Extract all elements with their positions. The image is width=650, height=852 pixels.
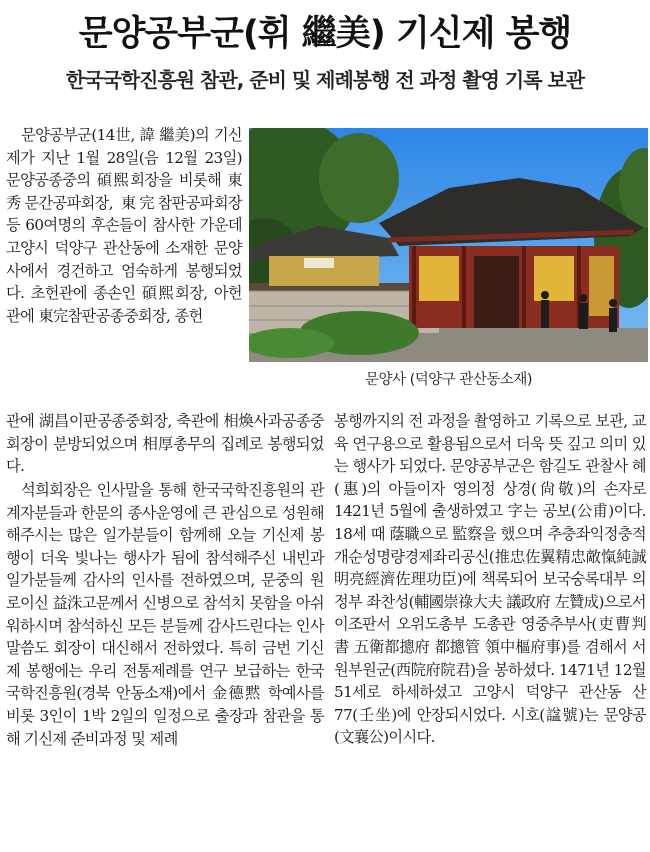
article-paragraph-2: 관에 湖昌이판공종중회장, 축관에 相煥사과공종중회장이 분방되었으며 相厚총무의 집례로 봉행되었다. <box>6 412 324 476</box>
article-headline: 문양공부군(휘 繼美) 기신제 봉행 <box>78 14 572 54</box>
article-paragraph-4: 봉행까지의 전 과정을 촬영하고 기록으로 보관, 교육 연구용으로 활용됨으로서 더욱 뜻 깊고 의미 있는 행사가 되었다. 문양공부군은 함길도 관찰사 혜(惠)의 아들이자 영의정 상경(尙敬)의 손자로 1421년 5월에 출생하였고 字는 공보(公甫)이다. 18세 때 蔭職으로 監察을 했으며 추충좌익정충적개순성명량경제좌리공신(推忠佐翼精忠敵愾純誠明亮經濟佐理功臣)에 책록되어 보국숭록대부 의정부 좌찬성(輔國崇祿大夫 議政府 左贊成)으로서 이조판서 오위도총부 도총관 영중추부사(吏曹判書 五衛都摠府 都摠管 領中樞府事)를 겸해서 서원부원군(西院府院君)을 봉하셨다. 1471년 12월 51세로 하세하셨고 고양시 덕양구 관산동 산77(壬坐)에 안장되시었다. 시호(諡號)는 문양공(文襄公)이시다. <box>334 412 646 747</box>
photo-caption: 문양사 (덕양구 관산동소재) <box>364 372 533 388</box>
shrine-photo-illustration <box>249 128 648 362</box>
article-paragraph-3: 석희회장은 인사말을 통해 한국국학진흥원의 관계자분들과 한문의 종사운영에 큰 관심으로 성원해 해주시는 많은 일가분들이 함께해 오늘 기신제 봉행이 더욱 빛나는 행사가 됨에 참석해주신 내빈과 일가분들께 감사의 인사를 전하였으며, 문중의 원로이신 益洙고문께서 신병으로 참석치 못함을 아쉬워하시며 참석하신 모든 분들께 감사드린다는 인사말씀도 회장이 대신해서 전하였다. 특히 금번 기신제 봉행에는 우리 전통제례를 연구 보급하는 한국국학진흥원(경북 안동소재)에서 金德黙 학예사를 비롯 3인이 1박 2일의 일정으로 출장과 참관을 통해 기신제 준비과정 및 제례 <box>6 481 324 748</box>
article-subheadline: 한국국학진흥원 참관, 준비 및 제례봉행 전 과정 촬영 기록 보관 <box>65 68 585 92</box>
tree <box>319 133 399 223</box>
article-paragraph-1: 문양공부군(14世, 諱 繼美)의 기신제가 지난 1월 28일(음 12월 23일) 문양공종중의 碩熙회장을 비롯해 東秀문간공파회장, 東完참판공파회장 등 60여명의 후손들이 참사한 가운데 고양시 덕양구 관산동에 소재한 문양사에서 경건하고 엄숙하게 봉행되었다. 초헌관에 종손인 碩熙회장, 아헌관에 東完참판공종중회장, 종헌 <box>6 126 242 325</box>
shrine-photo <box>249 128 648 362</box>
